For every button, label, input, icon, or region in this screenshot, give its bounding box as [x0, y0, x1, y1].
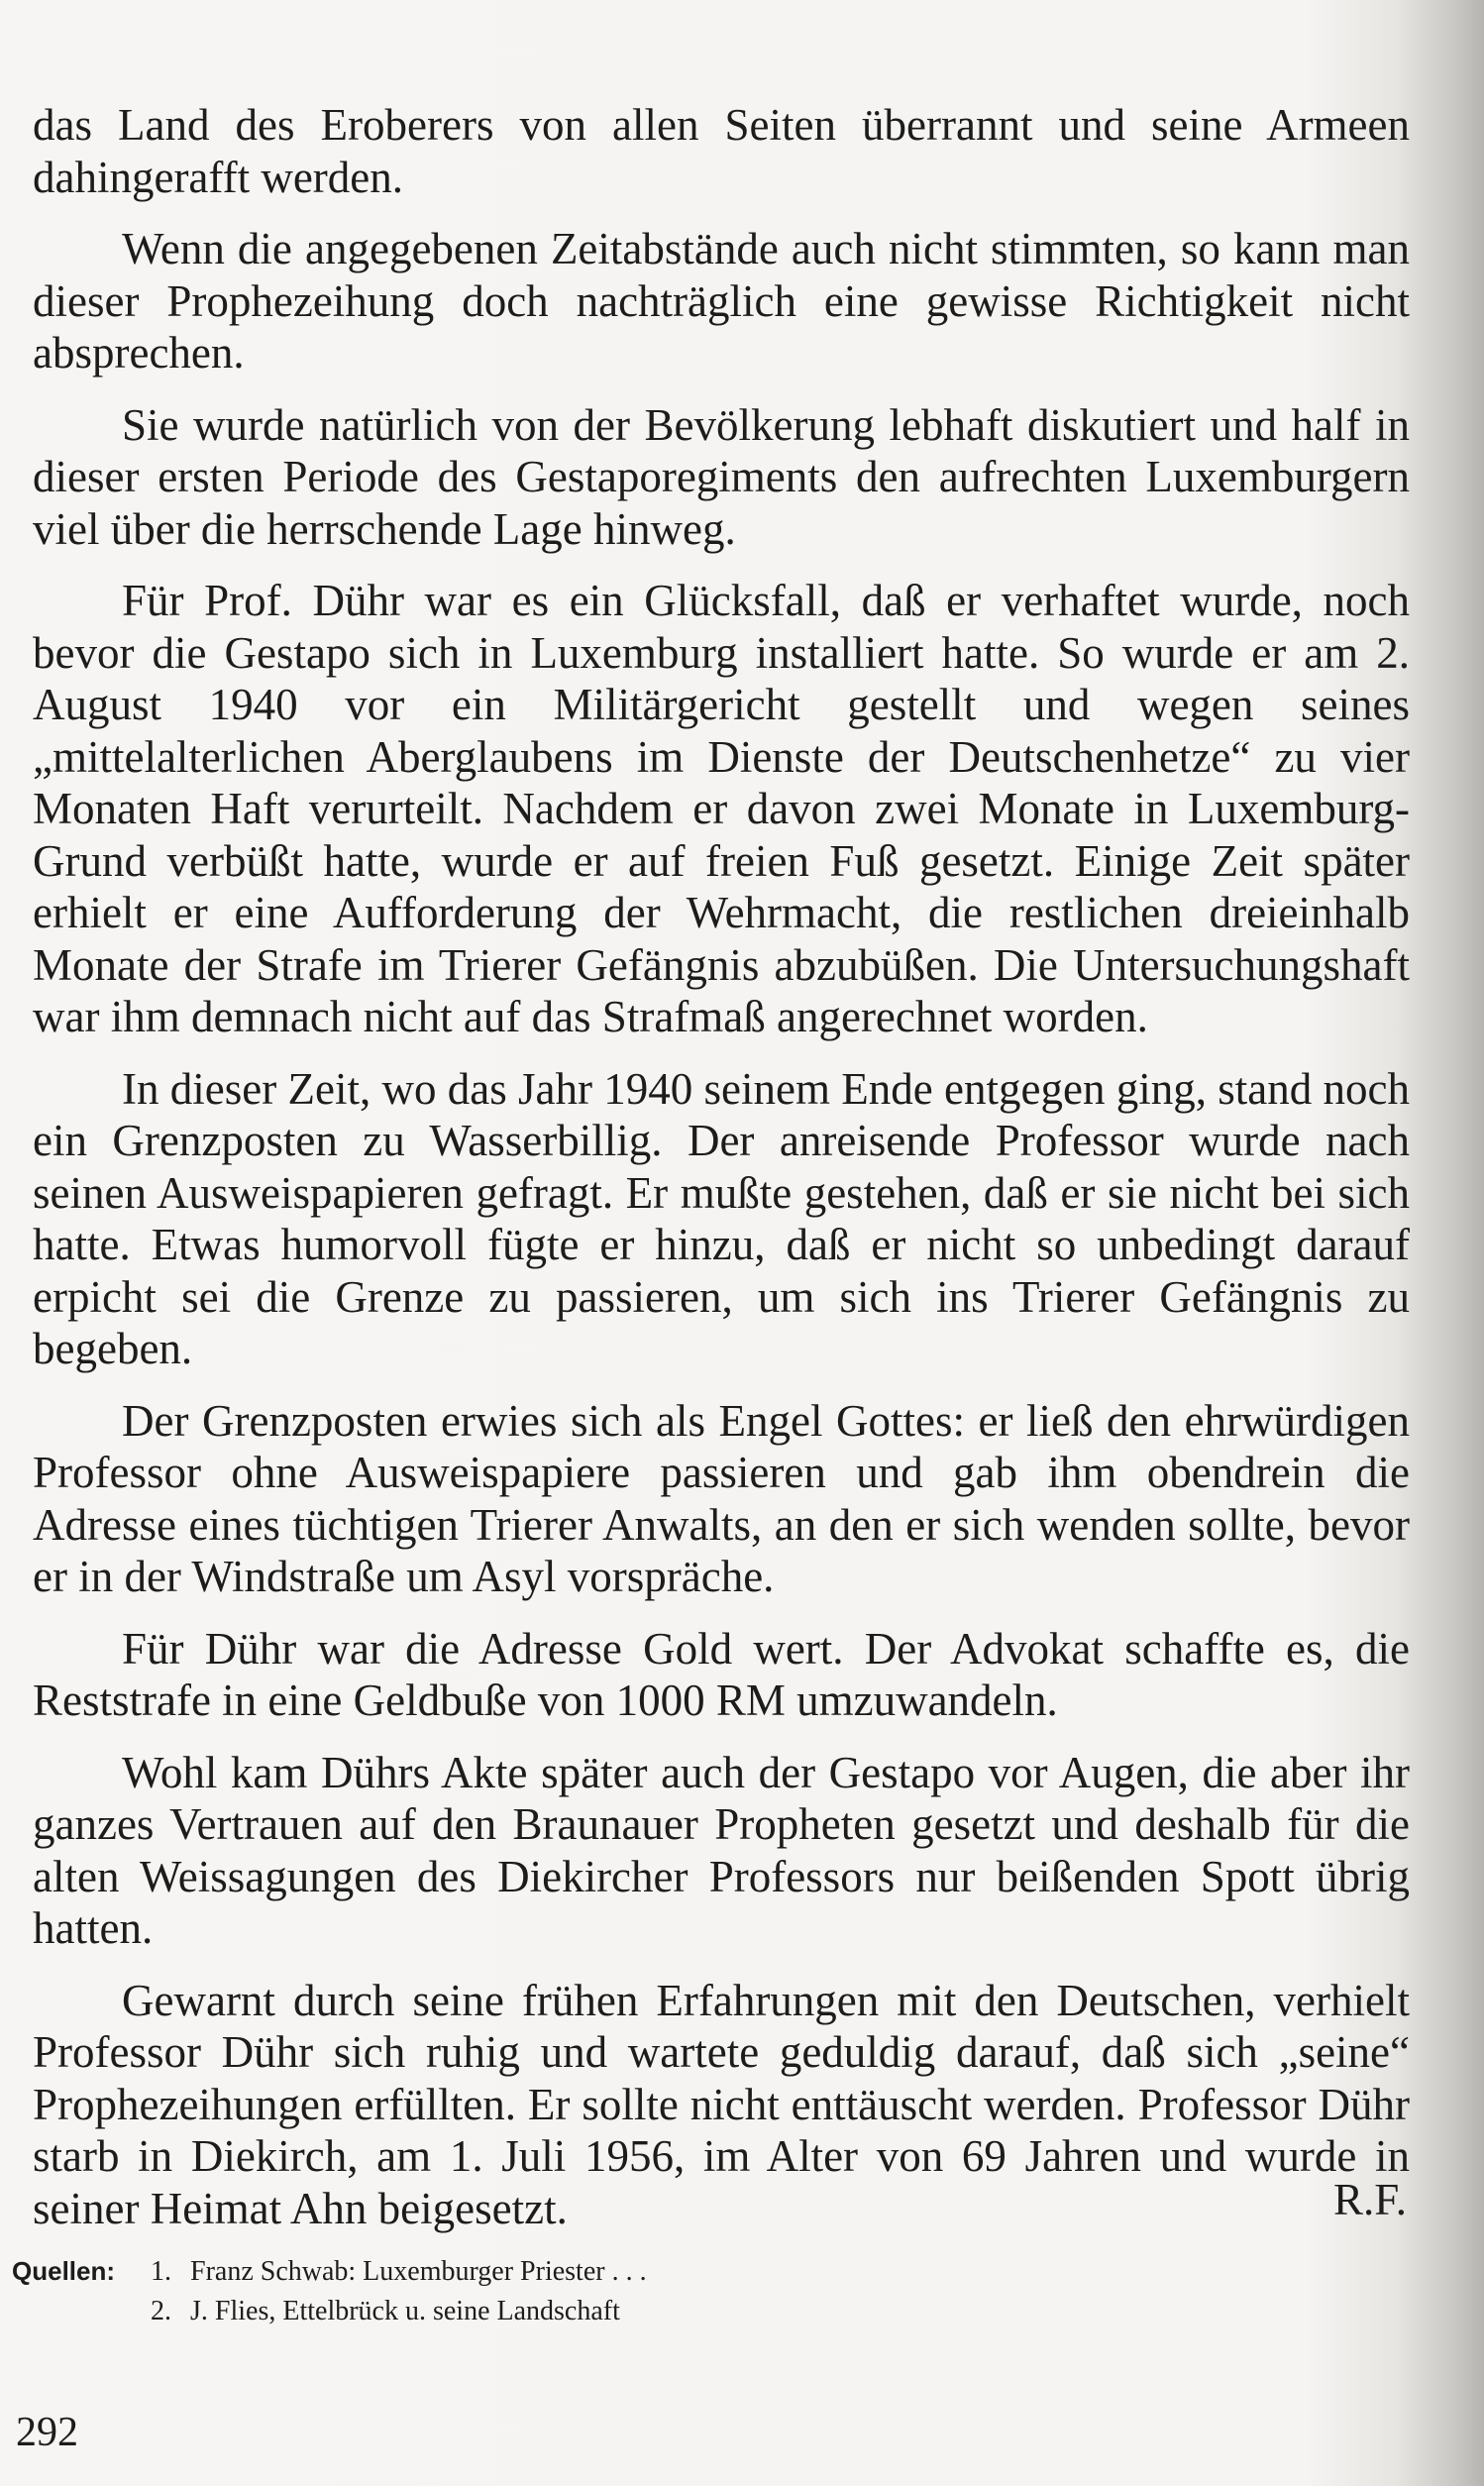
source-item — [12, 2251, 647, 2292]
paragraph: Sie wurde natürlich von der Bevölkerung lebhaft diskutiert und half in dieser ersten Periode des Gestaporegiments den aufrechten Luxemburgern viel über die herrschende Lage hinweg. — [33, 399, 1410, 554]
paragraph: Der Grenzposten erwies sich als Engel Gottes: er ließ den ehrwürdigen Professor ohne Ausweispapiere passieren und gab ihm obendrein die Adresse eines tüchtigen Trierer Anwalts, an den er sich wenden sollte, bevor er in der Windstraße um Asyl vorspräche. — [33, 1395, 1410, 1601]
paragraph: In dieser Zeit, wo das Jahr 1940 seinem Ende entgegen ging, stand noch ein Grenzposten zu Wasserbillig. Der anreisende Professor wurde nach seinen Ausweispapieren gefragt. Er mußte gestehen, daß er sie nicht bei sich hatte. Etwas humorvoll fügte er hinzu, daß er nicht so unbedingt darauf erpicht sei die Grenze zu passieren, um sich ins Trierer Gefängnis zu begeben. — [33, 1063, 1410, 1373]
paragraph: Für Dühr war die Adresse Gold wert. Der Advokat schaffte es, die Reststrafe in eine Geldbuße von 1000 RM umzuwandeln. — [33, 1623, 1410, 1725]
author-signature: R.F. — [1333, 2175, 1407, 2224]
paragraph-continuation: das Land des Eroberers von allen Seiten überrannt und seine Armeen dahingerafft werden. — [33, 100, 1410, 202]
paragraph: Wohl kam Dührs Akte später auch der Gestapo vor Augen, die aber ihr ganzes Vertrauen auf den Braunauer Propheten gesetzt und deshalb für die alten Weissagungen des Diekircher Professors nur beißenden Spott übrig hatten. — [33, 1747, 1410, 1953]
source-number: 1. — [151, 2256, 171, 2287]
paragraph: Für Prof. Dühr war es ein Glücksfall, daß er verhaftet wurde, noch bevor die Gestapo sich in Luxemburg installiert hatte. So wurde er am 2. August 1940 vor ein Militärgericht gestellt und wegen seines „mittelalterlichen Aberglaubens im Dienste der Deutschenhetze“ zu vier Monaten Haft verurteilt. Nachdem er davon zwei Monate in Luxemburg-Grund verbüßt hatte, wurde er auf freien Fuß gesetzt. Einige Zeit später erhielt er eine Aufforderung der Wehrmacht, die restlichen dreieinhalb Monate der Strafe im Trierer Gefängnis abzubüßen. Die Untersuchungshaft war ihm demnach nicht auf das Strafmaß angerechnet worden. — [33, 576, 1410, 1041]
body-text — [33, 99, 1410, 2254]
page-number: 292 — [16, 2410, 78, 2455]
paragraph: Wenn die angegebenen Zeitabstände auch nicht stimmten, so kann man dieser Prophezeihung doch nachträglich eine gewisse Richtigkeit nicht absprechen. — [33, 224, 1410, 378]
source-text: J. Flies, Ettelbrück u. seine Landschaft — [190, 2296, 620, 2326]
paragraph: Gewarnt durch seine frühen Erfahrungen mit den Deutschen, verhielt Professor Dühr sich ruhig und wartete geduldig darauf, daß sich „seine“ Prophezeihungen erfüllten. Er sollte nicht enttäuscht werden. Professor Dühr starb in Diekirch, am 1. Juli 1956, im Alter von 69 Jahren und wurde in seiner Heimat Ahn beigesetzt. — [33, 1975, 1410, 2233]
source-text: Franz Schwab: Luxemburger Priester . . . — [190, 2256, 647, 2287]
sources-label: Quellen: — [12, 2256, 116, 2286]
sources-list — [12, 2251, 647, 2331]
source-number: 2. — [151, 2296, 171, 2326]
source-item — [12, 2292, 647, 2331]
